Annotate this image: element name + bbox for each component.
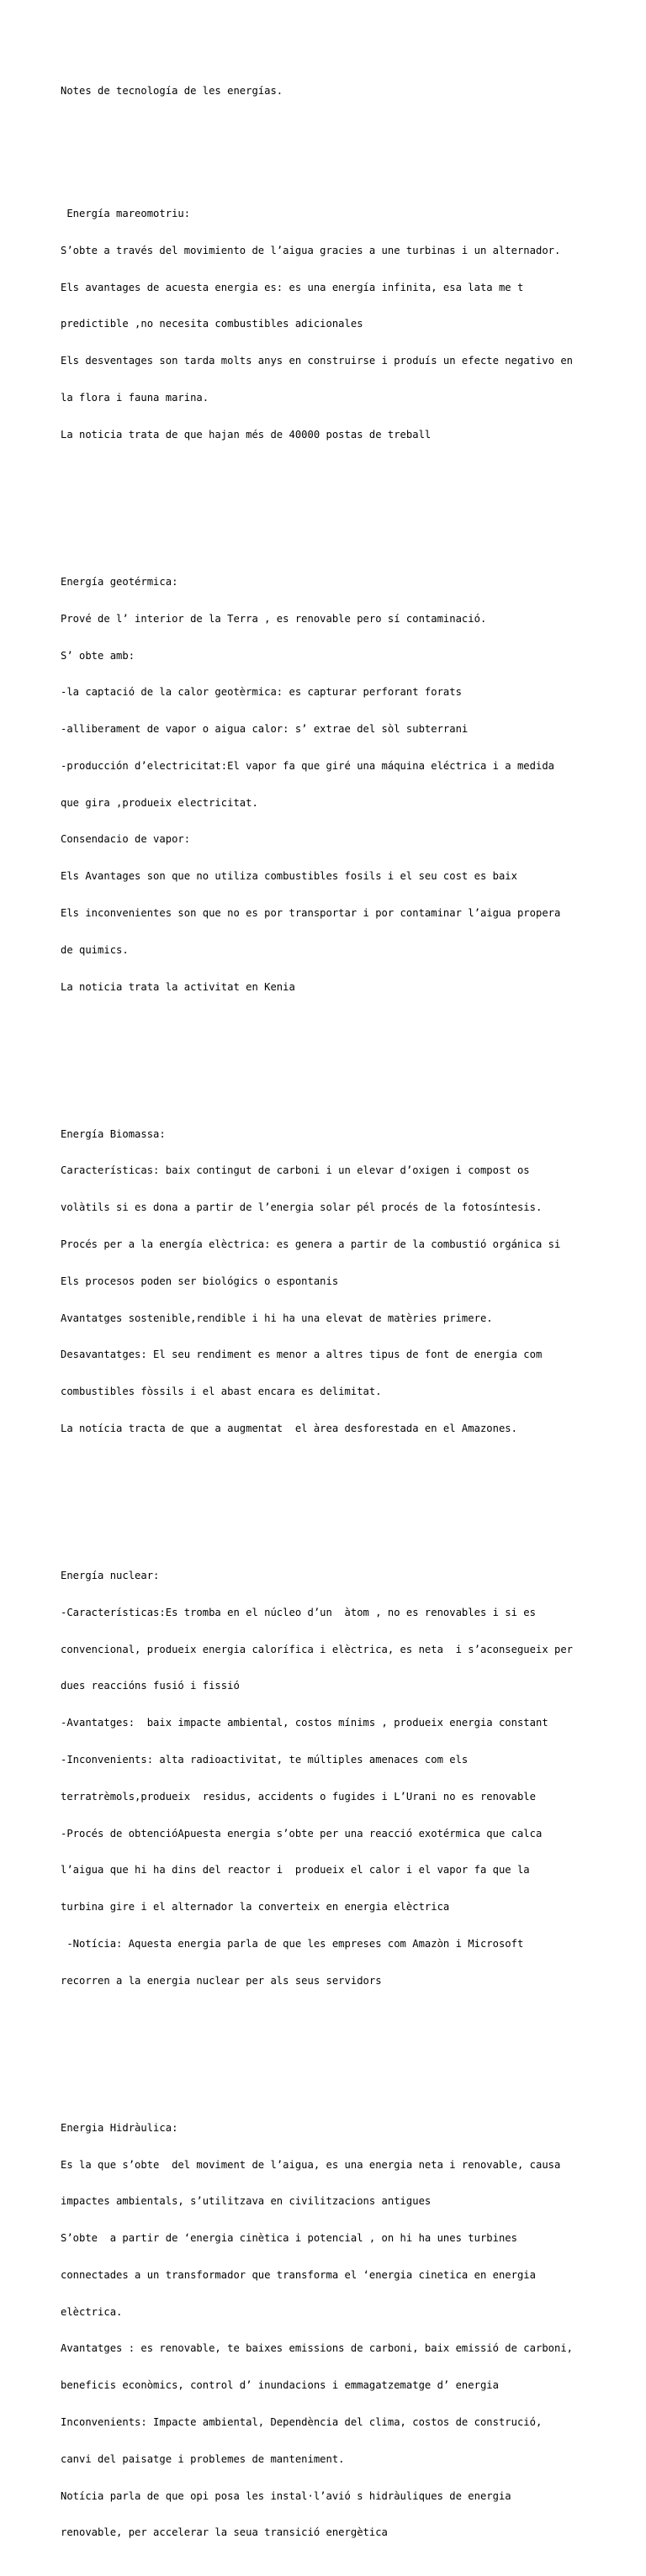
text-line: -Notícia: Aquesta energia parla de que les empreses com Amazòn i Microsoft [61, 1937, 524, 1950]
spacer [61, 1484, 599, 1497]
text-line: de quimics. [61, 943, 129, 956]
spacer [61, 490, 599, 503]
text-line: -la captació de la calor geotèrmica: es capturar perforant forats [61, 686, 462, 699]
text-line: -Características:Es tromba en el núcleo d’un àtom , no es renovables i si es [61, 1606, 536, 1618]
text-line: la flora i fauna marina. [61, 392, 209, 404]
text-line: l’aigua que hi ha dins del reactor i produeix el calor i el vapor fa que la [61, 1864, 530, 1877]
text-line: Els procesos poden ser biológics o espontanis [61, 1275, 339, 1287]
text-line: -producción d’electricitat:El vapor fa que giré una máquina eléctrica i a medida [61, 759, 554, 772]
text-line: S’ obte amb: [61, 649, 135, 662]
text-line: Es la que s’obte del moviment de l’aigua, es una energia neta i renovable, causa [61, 2158, 561, 2171]
section-heading: Energía Biomassa: [61, 1127, 166, 1140]
text-line: volàtils si es dona a partir de l’energia solar pél procés de la fotosíntesis. [61, 1201, 543, 1214]
text-line: convencional, produeix energia calorífica i elèctrica, es neta i s’aconsegueix per [61, 1643, 574, 1655]
section-hidraulica [61, 2098, 599, 2564]
text-line: Características: baix contingut de carboni i un elevar d’oxigen i compost os [61, 1164, 530, 1177]
text-line: -Inconvenients: alta radioactivitat, te múltiples amenaces com els [61, 1753, 469, 1766]
section-heading: Energía nuclear: [61, 1570, 160, 1582]
spacer [61, 1043, 599, 1055]
spacer [61, 122, 599, 135]
text-line: turbina gire i el alternador la converteix en energia elèctrica [61, 1901, 450, 1914]
text-line: Prové de l’ interior de la Terra , es renovable pero sí contaminació. [61, 612, 487, 625]
text-line: que gira ,produeix electricitat. [61, 796, 258, 809]
section-heading: Energía geotérmica: [61, 575, 178, 588]
text-line: Inconvenients: Impacte ambiental, Dependència del clima, costos de construció, [61, 2416, 543, 2428]
section-mareomotriu [61, 183, 599, 466]
text-line: dues reaccións fusió i fissió [61, 1680, 240, 1692]
text-line: S’obte a partir de ‘energia cinètica i potencial , on hi ha unes turbines [61, 2232, 517, 2245]
text-line: Notícia parla de que opi posa les instal·l’avió s hidràuliques de energia [61, 2489, 511, 2502]
text-line: Consendacio de vapor: [61, 833, 191, 846]
text-line: La noticia trata de que hajan més de 40000 postas de treball [61, 428, 432, 441]
text-line: beneficis econòmics, control d’ inundacions i emmagatzematge d’ energia [61, 2379, 499, 2392]
text-line: La noticia trata la activitat en Kenia [61, 980, 295, 993]
text-line: Avantatges sostenible,rendible i hi ha una elevat de matèries primere. [61, 1312, 493, 1324]
section-nuclear [61, 1545, 599, 2012]
section-heading: Energia Hidràulica: [61, 2121, 178, 2134]
document-title: Notes de tecnología de les energías. [61, 85, 283, 98]
text-line: Desavantatges: El seu rendiment es menor a altres tipus de font de energia com [61, 1349, 543, 1361]
text-line: -Avantatges: baix impacte ambiental, costos mínims , produeix energia constant [61, 1717, 548, 1729]
text-line: Els inconvenientes son que no es por transportar i por contaminar l’aigua propera [61, 906, 561, 919]
text-line: impactes ambientals, s’utilitzava en civilitzacions antigues [61, 2195, 432, 2208]
text-line: Els Avantages son que no utiliza combustibles fosils i el seu cost es baix [61, 870, 517, 883]
text-line: Els desventages son tarda molts anys en construirse i produís un efecte negativo en [61, 355, 574, 367]
text-line: Procés per a la energía elèctrica: es genera a partir de la combustió orgánica si [61, 1238, 561, 1250]
text-line: Els avantages de acuesta energia es: es una energía infinita, esa lata me t [61, 281, 524, 293]
text-line: La notícia tracta de que a augmentat el àrea desforestada en el Amazones. [61, 1422, 517, 1434]
text-line: S’obte a través del movimiento de l’aigua gracies a une turbinas i un alternador. [61, 244, 561, 256]
text-line: -alliberament de vapor o aigua calor: s’ extrae del sòl subterrani [61, 723, 469, 736]
text-line: canvi del paisatge i problemes de manteniment. [61, 2452, 345, 2465]
section-biomassa [61, 1103, 599, 1459]
text-line: connectades a un transformador que transforma el ‘energia cinetica en energia [61, 2268, 536, 2281]
text-line: recorren a la energia nuclear per als seus servidors [61, 1974, 382, 1987]
text-line: predictible ,no necesita combustibles adicionales [61, 318, 363, 330]
text-line: elèctrica. [61, 2305, 123, 2318]
text-line: terratrèmols,produeix residus, accidents o fugides i L’Urani no es renovable [61, 1790, 536, 1803]
text-line: renovable, per accelerar la seua transició energètica [61, 2526, 388, 2539]
text-line: Avantatges : es renovable, te baixes emissions de carboni, baix emissió de carboni, [61, 2342, 574, 2355]
section-heading: Energía mareomotriu: [61, 208, 191, 220]
document-body [61, 61, 599, 2576]
text-line: combustibles fòssils i el abast encara es delimitat. [61, 1386, 382, 1398]
text-line: -Procés de obtencióApuesta energia s’obte per una reacció exotérmica que calca [61, 1827, 543, 1840]
spacer [61, 2036, 599, 2049]
section-geotermica [61, 552, 599, 1018]
